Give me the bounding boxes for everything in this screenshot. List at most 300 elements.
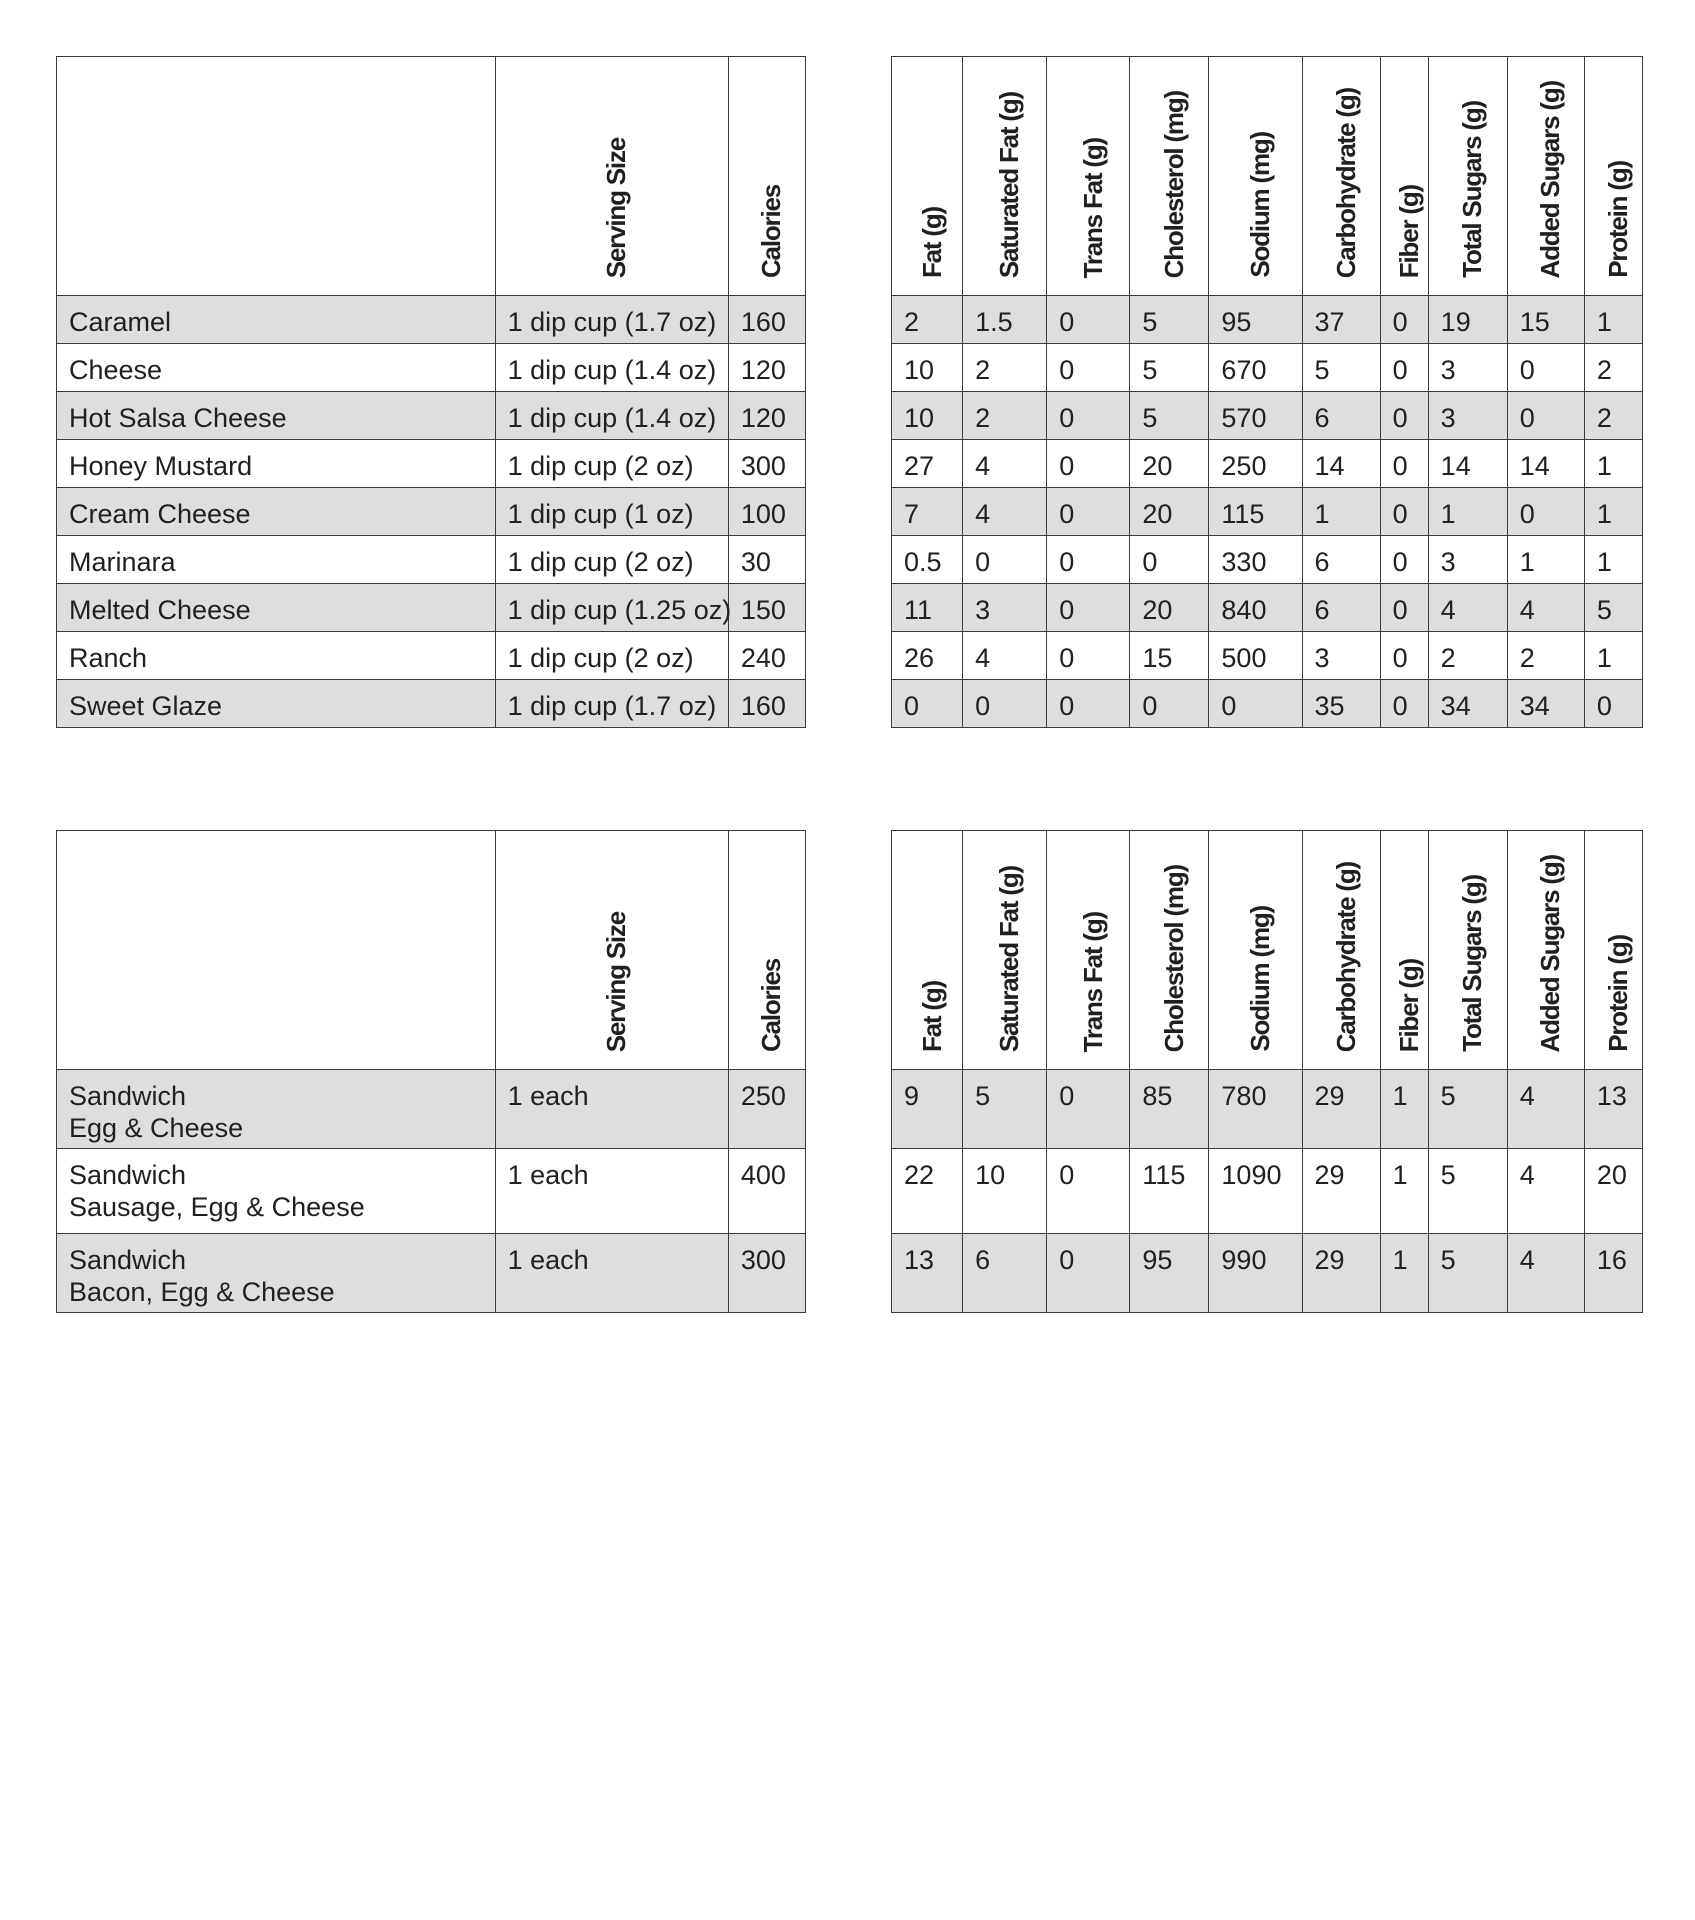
nutrient-cell xyxy=(1428,1070,1507,1149)
serving-size-cell xyxy=(495,1234,728,1313)
nutrient-cell xyxy=(1130,536,1209,584)
item-name-cell xyxy=(57,680,496,728)
nutrient-value: 20 xyxy=(1142,499,1173,529)
nutrient-cell xyxy=(1428,632,1507,680)
nutrient-value: 1 xyxy=(1440,499,1456,529)
table-row xyxy=(892,584,1643,632)
dips-title-cell xyxy=(57,57,496,296)
serving-size-cell xyxy=(495,488,728,536)
nutrient-value: 13 xyxy=(904,1245,935,1275)
nutrient-value: 29 xyxy=(1314,1160,1345,1190)
nutrient-value: 0 xyxy=(1221,691,1237,721)
col-protein-g: Protein (g) xyxy=(1584,57,1642,296)
nutrient-cell xyxy=(963,296,1047,344)
nutrient-value: 5 xyxy=(1440,1081,1456,1111)
nutrient-cell xyxy=(1209,488,1302,536)
nutrient-cell xyxy=(1047,680,1130,728)
nutrient-cell xyxy=(1584,1234,1642,1313)
item-name-cell xyxy=(57,488,496,536)
col-calories: Calories xyxy=(728,831,805,1070)
table-row xyxy=(57,488,806,536)
calories: 150 xyxy=(740,595,786,625)
nutrient-value: 5 xyxy=(1142,403,1158,433)
nutrient-value: 0 xyxy=(1392,307,1408,337)
nutrient-value: 2 xyxy=(975,403,991,433)
nutrient-value: 0 xyxy=(1519,355,1535,385)
calories: 30 xyxy=(740,547,771,577)
nutrient-value: 1 xyxy=(1392,1245,1408,1275)
nutrient-cell xyxy=(1380,344,1428,392)
nutrient-value: 10 xyxy=(904,403,935,433)
item-name-cell xyxy=(57,1070,496,1149)
nutrient-cell xyxy=(963,536,1047,584)
nutrient-cell xyxy=(1130,344,1209,392)
dips-item-body xyxy=(57,296,806,728)
nutrient-value: 1 xyxy=(1596,499,1612,529)
nutrient-value: 330 xyxy=(1221,547,1267,577)
nutrient-cell xyxy=(892,296,963,344)
nutrient-cell xyxy=(1584,296,1642,344)
table-row xyxy=(892,392,1643,440)
nutrient-cell xyxy=(1507,296,1584,344)
nutrient-value: 0 xyxy=(1519,499,1535,529)
nutrient-cell xyxy=(1584,680,1642,728)
col-carbohydrate-g: Carbohydrate (g) xyxy=(1302,831,1380,1070)
breakfast-title-cell xyxy=(57,831,496,1070)
breakfast-item-body xyxy=(57,1070,806,1313)
nutrient-cell xyxy=(1130,1149,1209,1234)
nutrient-value: 5 xyxy=(1596,595,1612,625)
nutrient-value: 34 xyxy=(1440,691,1471,721)
nutrient-cell xyxy=(1584,1070,1642,1149)
nutrient-cell xyxy=(1507,488,1584,536)
nutrient-cell xyxy=(1507,344,1584,392)
nutrient-value: 115 xyxy=(1221,499,1265,529)
table-row xyxy=(57,1234,806,1313)
nutrient-cell xyxy=(1380,1234,1428,1313)
breakfast-nutrient-body xyxy=(892,1070,1643,1313)
col-carbohydrate-g: Carbohydrate (g) xyxy=(1302,57,1380,296)
item-name: Melted Cheese xyxy=(69,595,251,625)
nutrient-cell xyxy=(1380,296,1428,344)
nutrient-value: 6 xyxy=(975,1245,991,1275)
nutrient-value: 780 xyxy=(1221,1081,1267,1111)
col-total-sugars-g: Total Sugars (g) xyxy=(1428,831,1507,1070)
calories: 160 xyxy=(740,691,786,721)
calories-cell xyxy=(728,584,805,632)
nutrient-value: 2 xyxy=(975,355,991,385)
nutrient-cell xyxy=(1209,536,1302,584)
nutrient-cell xyxy=(892,440,963,488)
nutrient-value: 0 xyxy=(1392,643,1408,673)
nutrient-cell xyxy=(1507,392,1584,440)
table-row xyxy=(57,536,806,584)
item-name-cell xyxy=(57,1149,496,1234)
nutrient-value: 0 xyxy=(1059,499,1075,529)
nutrient-value: 15 xyxy=(1142,643,1173,673)
nutrient-cell xyxy=(1380,536,1428,584)
calories-cell xyxy=(728,1149,805,1234)
nutrient-cell xyxy=(1302,680,1380,728)
nutrient-value: 34 xyxy=(1519,691,1550,721)
nutrient-cell xyxy=(1047,632,1130,680)
nutrient-value: 3 xyxy=(975,595,991,625)
nutrient-cell xyxy=(1047,392,1130,440)
nutrient-cell xyxy=(892,1070,963,1149)
nutrient-cell xyxy=(963,1149,1047,1234)
dips-nutrient-header-row xyxy=(892,57,1643,296)
nutrient-value: 2 xyxy=(1440,643,1456,673)
nutrient-value: 5 xyxy=(975,1081,991,1111)
nutrient-cell xyxy=(892,632,963,680)
item-name-cell xyxy=(57,584,496,632)
dips-item-table xyxy=(56,56,806,728)
table-row xyxy=(57,632,806,680)
item-name: Cream Cheese xyxy=(69,499,251,529)
nutrient-value: 0 xyxy=(1059,403,1075,433)
col-cholesterol-mg: Cholesterol (mg) xyxy=(1130,57,1209,296)
nutrient-value: 6 xyxy=(1314,547,1330,577)
nutrient-value: 6 xyxy=(1314,595,1330,625)
nutrient-cell xyxy=(1507,1149,1584,1234)
nutrient-cell xyxy=(1428,392,1507,440)
serving-size: 1 dip cup (2 oz) xyxy=(507,547,694,577)
calories-cell xyxy=(728,440,805,488)
nutrient-value: 0.5 xyxy=(904,547,942,577)
item-name-cell xyxy=(57,632,496,680)
nutrient-value: 5 xyxy=(1314,355,1330,385)
item-variant: Egg & Cheese xyxy=(69,1113,244,1143)
nutrient-cell xyxy=(1209,584,1302,632)
calories: 400 xyxy=(740,1160,786,1190)
dips-item-header-row xyxy=(57,57,806,296)
nutrient-cell xyxy=(1209,632,1302,680)
nutrient-cell xyxy=(892,392,963,440)
nutrient-value: 4 xyxy=(975,643,991,673)
nutrient-cell xyxy=(1428,1149,1507,1234)
nutrient-cell xyxy=(1584,1149,1642,1234)
nutrient-value: 14 xyxy=(1314,451,1345,481)
nutrient-cell xyxy=(1584,632,1642,680)
table-row xyxy=(57,392,806,440)
serving-size-cell xyxy=(495,440,728,488)
item-name: Cheese xyxy=(69,355,163,385)
serving-size: 1 dip cup (1.7 oz) xyxy=(507,691,717,721)
nutrient-value: 0 xyxy=(1059,691,1075,721)
nutrient-value: 5 xyxy=(1142,355,1158,385)
nutrient-cell xyxy=(1507,1070,1584,1149)
nutrient-cell xyxy=(963,344,1047,392)
table-row xyxy=(892,680,1643,728)
nutrient-cell xyxy=(1302,1149,1380,1234)
nutrient-cell xyxy=(1302,1234,1380,1313)
nutrient-value: 20 xyxy=(1596,1160,1627,1190)
nutrient-value: 840 xyxy=(1221,595,1267,625)
nutrient-value: 990 xyxy=(1221,1245,1267,1275)
nutrient-cell xyxy=(1130,632,1209,680)
nutrient-value: 11 xyxy=(904,595,933,625)
nutrient-value: 1 xyxy=(1392,1081,1408,1111)
nutrient-value: 0 xyxy=(1142,547,1158,577)
nutrient-cell xyxy=(1047,344,1130,392)
nutrient-value: 35 xyxy=(1314,691,1345,721)
item-name: Sweet Glaze xyxy=(69,691,223,721)
nutrient-cell xyxy=(1130,680,1209,728)
nutrient-cell xyxy=(892,1234,963,1313)
nutrient-cell xyxy=(1380,1070,1428,1149)
nutrient-value: 20 xyxy=(1142,451,1173,481)
serving-size-cell xyxy=(495,344,728,392)
nutrient-value: 3 xyxy=(1440,547,1456,577)
nutrient-cell xyxy=(1302,1070,1380,1149)
col-fiber-g: Fiber (g) xyxy=(1380,831,1428,1070)
nutrient-cell xyxy=(1584,584,1642,632)
nutrient-cell xyxy=(1428,344,1507,392)
nutrient-cell xyxy=(1507,680,1584,728)
item-name: Sandwich xyxy=(69,1245,187,1275)
nutrient-value: 0 xyxy=(1059,1160,1075,1190)
nutrient-value: 0 xyxy=(1392,451,1408,481)
serving-size-cell xyxy=(495,536,728,584)
nutrient-value: 0 xyxy=(1059,643,1075,673)
nutrient-cell xyxy=(1209,1070,1302,1149)
nutrient-value: 2 xyxy=(1596,403,1612,433)
nutrient-value: 0 xyxy=(1392,499,1408,529)
nutrient-value: 0 xyxy=(1392,547,1408,577)
serving-size: 1 dip cup (1.7 oz) xyxy=(507,307,717,337)
nutrient-cell xyxy=(1584,344,1642,392)
calories-cell xyxy=(728,392,805,440)
calories-cell xyxy=(728,536,805,584)
nutrient-cell xyxy=(963,392,1047,440)
nutrient-cell xyxy=(1130,440,1209,488)
nutrient-value: 85 xyxy=(1142,1081,1173,1111)
nutrient-value: 15 xyxy=(1519,307,1550,337)
nutrient-value: 1 xyxy=(1596,643,1612,673)
col-protein-g: Protein (g) xyxy=(1584,831,1642,1070)
nutrient-cell xyxy=(1428,1234,1507,1313)
col-fiber-g: Fiber (g) xyxy=(1380,57,1428,296)
nutrient-value: 0 xyxy=(1392,355,1408,385)
nutrient-value: 13 xyxy=(1596,1081,1627,1111)
table-row xyxy=(892,344,1643,392)
nutrient-value: 0 xyxy=(1059,307,1075,337)
item-name-cell xyxy=(57,392,496,440)
serving-size-cell xyxy=(495,680,728,728)
nutrient-cell xyxy=(1584,440,1642,488)
nutrient-value: 2 xyxy=(1519,643,1535,673)
nutrient-value: 670 xyxy=(1221,355,1267,385)
calories: 120 xyxy=(740,403,786,433)
nutrient-value: 2 xyxy=(1596,355,1612,385)
nutrient-value: 6 xyxy=(1314,403,1330,433)
nutrient-cell xyxy=(1302,296,1380,344)
nutrient-value: 0 xyxy=(1059,547,1075,577)
nutrient-cell xyxy=(1380,392,1428,440)
item-name-cell xyxy=(57,1234,496,1313)
table-row xyxy=(57,584,806,632)
nutrient-cell xyxy=(1428,296,1507,344)
nutrient-cell xyxy=(1302,344,1380,392)
nutrient-cell xyxy=(1209,440,1302,488)
nutrient-cell xyxy=(1302,584,1380,632)
nutrient-value: 5 xyxy=(1440,1160,1456,1190)
table-row xyxy=(57,296,806,344)
nutrient-value: 37 xyxy=(1314,307,1345,337)
nutrient-value: 0 xyxy=(975,691,991,721)
nutrient-cell xyxy=(1507,536,1584,584)
nutrient-value: 3 xyxy=(1314,643,1330,673)
nutrient-value: 0 xyxy=(1392,691,1408,721)
nutrient-value: 4 xyxy=(1519,1081,1535,1111)
table-row xyxy=(892,632,1643,680)
nutrient-cell xyxy=(1047,1070,1130,1149)
col-trans-fat-g: Trans Fat (g) xyxy=(1047,831,1130,1070)
table-row xyxy=(892,488,1643,536)
serving-size-cell xyxy=(495,1070,728,1149)
item-name-cell xyxy=(57,440,496,488)
col-sodium-mg: Sodium (mg) xyxy=(1209,831,1302,1070)
nutrient-value: 7 xyxy=(904,499,920,529)
nutrient-value: 14 xyxy=(1519,451,1550,481)
nutrient-value: 0 xyxy=(904,691,920,721)
nutrient-value: 0 xyxy=(975,547,991,577)
nutrient-cell xyxy=(1507,1234,1584,1313)
nutrient-cell xyxy=(1130,584,1209,632)
nutrient-cell xyxy=(1380,632,1428,680)
nutrient-cell xyxy=(1428,488,1507,536)
breakfast-nutrient-table xyxy=(891,830,1643,1313)
col-cholesterol-mg: Cholesterol (mg) xyxy=(1130,831,1209,1070)
nutrient-value: 22 xyxy=(904,1160,935,1190)
nutrient-cell xyxy=(1047,1149,1130,1234)
nutrient-value: 29 xyxy=(1314,1081,1345,1111)
nutrient-cell xyxy=(1428,680,1507,728)
table-row xyxy=(892,1070,1643,1149)
nutrient-cell xyxy=(963,440,1047,488)
serving-size: 1 dip cup (1.25 oz) xyxy=(507,595,732,625)
calories-cell xyxy=(728,1070,805,1149)
col-saturated-fat-g: Saturated Fat (g) xyxy=(963,831,1047,1070)
col-fat-g: Fat (g) xyxy=(892,57,963,296)
item-variant: Bacon, Egg & Cheese xyxy=(69,1277,335,1307)
nutrient-cell xyxy=(1047,536,1130,584)
nutrient-value: 4 xyxy=(1519,1245,1535,1275)
nutrient-cell xyxy=(1209,392,1302,440)
item-name: Ranch xyxy=(69,643,148,673)
table-row xyxy=(892,440,1643,488)
col-added-sugars-g: Added Sugars (g) xyxy=(1507,831,1584,1070)
table-row xyxy=(57,680,806,728)
nutrient-value: 4 xyxy=(1519,595,1535,625)
nutrient-cell xyxy=(1302,392,1380,440)
calories: 160 xyxy=(740,307,786,337)
calories: 300 xyxy=(740,451,786,481)
nutrient-value: 27 xyxy=(904,451,935,481)
serving-size-cell xyxy=(495,296,728,344)
nutrient-cell xyxy=(1302,488,1380,536)
table-row xyxy=(892,536,1643,584)
nutrient-cell xyxy=(892,344,963,392)
item-name: Sandwich xyxy=(69,1160,187,1190)
nutrient-value: 570 xyxy=(1221,403,1267,433)
nutrient-value: 500 xyxy=(1221,643,1267,673)
nutrient-cell xyxy=(1209,1149,1302,1234)
item-name-cell xyxy=(57,344,496,392)
calories-cell xyxy=(728,488,805,536)
nutrient-value: 0 xyxy=(1392,595,1408,625)
nutrient-value: 1090 xyxy=(1221,1160,1282,1190)
item-name: Caramel xyxy=(69,307,172,337)
nutrient-cell xyxy=(1380,584,1428,632)
nutrient-cell xyxy=(1209,344,1302,392)
item-variant: Sausage, Egg & Cheese xyxy=(69,1192,365,1222)
nutrient-value: 0 xyxy=(1392,403,1408,433)
nutrient-cell xyxy=(1507,632,1584,680)
nutrient-cell xyxy=(1507,440,1584,488)
table-row xyxy=(892,296,1643,344)
breakfast-item-header-row xyxy=(57,831,806,1070)
nutrient-value: 2 xyxy=(904,307,920,337)
col-serving-size: Serving Size xyxy=(495,831,728,1070)
nutrient-cell xyxy=(1047,1234,1130,1313)
nutrient-value: 4 xyxy=(1519,1160,1535,1190)
nutrient-value: 19 xyxy=(1440,307,1471,337)
nutrient-cell xyxy=(1584,392,1642,440)
col-fat-g: Fat (g) xyxy=(892,831,963,1070)
nutrient-cell xyxy=(1428,584,1507,632)
nutrient-cell xyxy=(1047,296,1130,344)
table-row xyxy=(57,440,806,488)
nutrient-value: 1 xyxy=(1392,1160,1408,1190)
nutrient-value: 1 xyxy=(1519,547,1535,577)
nutrient-value: 4 xyxy=(975,499,991,529)
calories: 300 xyxy=(740,1245,786,1275)
nutrient-value: 0 xyxy=(1059,1081,1075,1111)
calories-cell xyxy=(728,344,805,392)
nutrient-value: 0 xyxy=(1596,691,1612,721)
nutrient-cell xyxy=(1209,1234,1302,1313)
nutrient-value: 10 xyxy=(975,1160,1006,1190)
nutrient-value: 4 xyxy=(1440,595,1456,625)
calories-cell xyxy=(728,1234,805,1313)
nutrient-cell xyxy=(1130,1234,1209,1313)
nutrient-cell xyxy=(892,536,963,584)
calories-cell xyxy=(728,632,805,680)
nutrient-value: 0 xyxy=(1519,403,1535,433)
calories: 240 xyxy=(740,643,786,673)
dips-nutrient-table xyxy=(891,56,1643,728)
nutrient-value: 0 xyxy=(1059,355,1075,385)
nutrient-value: 16 xyxy=(1596,1245,1627,1275)
breakfast-nutrient-header-row xyxy=(892,831,1643,1070)
nutrient-cell xyxy=(1047,440,1130,488)
nutrient-value: 5 xyxy=(1142,307,1158,337)
nutrient-cell xyxy=(892,1149,963,1234)
nutrient-value: 4 xyxy=(975,451,991,481)
calories: 100 xyxy=(740,499,786,529)
serving-size-cell xyxy=(495,632,728,680)
calories: 120 xyxy=(740,355,786,385)
nutrient-value: 26 xyxy=(904,643,935,673)
serving-size: 1 each xyxy=(507,1081,589,1111)
col-added-sugars-g: Added Sugars (g) xyxy=(1507,57,1584,296)
dips-nutrient-body xyxy=(892,296,1643,728)
col-total-sugars-g: Total Sugars (g) xyxy=(1428,57,1507,296)
calories-cell xyxy=(728,296,805,344)
nutrient-cell xyxy=(1380,440,1428,488)
serving-size: 1 dip cup (1.4 oz) xyxy=(507,403,717,433)
